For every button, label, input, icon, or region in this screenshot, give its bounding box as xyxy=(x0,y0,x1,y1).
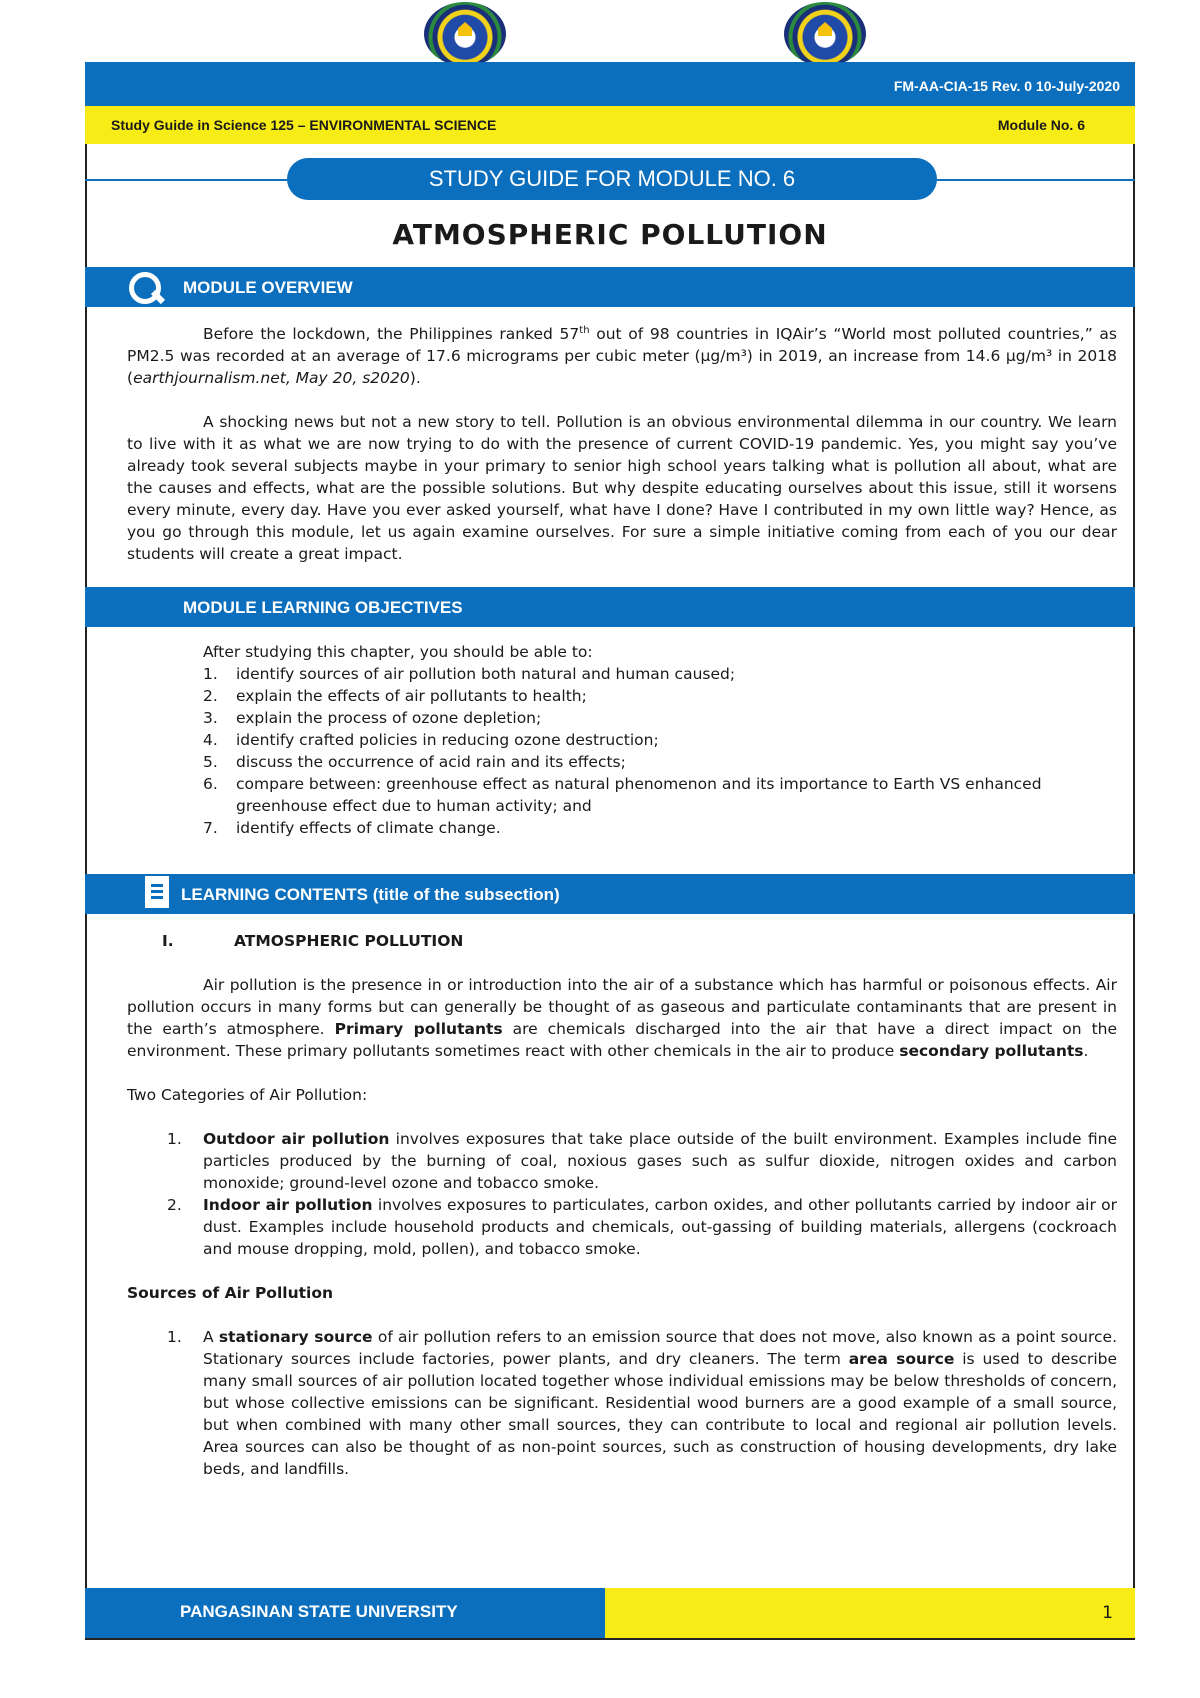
section-number: I. xyxy=(162,932,174,950)
objective-item: 4. identify crafted policies in reducing ozone destruction; xyxy=(203,731,659,749)
objective-item: 3. explain the process of ozone depletion; xyxy=(203,709,542,727)
category-item-outdoor: 1. Outdoor air pollution involves exposures that take place outside of the built environment. Examples include fine particles produced by the burning of coal, noxious gases such as sulfur dioxide, nitrogen oxides and carbon monoxide; ground-level ozone and tobacco smoke. xyxy=(167,1130,1117,1192)
footer-university-bar xyxy=(85,1588,605,1638)
objectives-intro: After studying this chapter, you should be able to: xyxy=(203,643,593,661)
objective-item: 2. explain the effects of air pollutants to health; xyxy=(203,687,587,705)
overview-paragraph-1: Before the lockdown, the Philippines ranked 57th out of 98 countries in IQAir’s “World most polluted countries,” as PM2.5 was recorded at an average of 17.6 micrograms per cubic meter (µg/m³) in 2019, an increase from 14.6 µg/m³ in 2018 (earthjournalism.net, May 20, s2020). xyxy=(127,325,1117,388)
form-code: FM-AA-CIA-15 Rev. 0 10-July-2020 xyxy=(893,78,1120,94)
page-title: ATMOSPHERIC POLLUTION xyxy=(392,218,828,251)
source-item-stationary: 1. A stationary source of air pollution refers to an emission source that does not move, also known as a point source. Stationary sources include factories, power plants, and dry cleaners. The term area source is used to describe many small sources of air pollution located together whose individual emissions may be below thresholds of concern, but whose collective emissions can be significant. Residential wood burners are a good example of a small source, but when combined with many other small sources, they can contribute to local and regional air pollution levels. Area sources can also be thought of as non-point sources, such as construction of housing developments, dry lake beds, and landfills. xyxy=(167,1328,1118,1478)
objective-item: 1. identify sources of air pollution both natural and human caused; xyxy=(203,665,736,683)
learning-contents-heading: LEARNING CONTENTS (title of the subsection) xyxy=(181,885,560,904)
air-pollution-definition: Air pollution is the presence in or introduction into the air of a substance which has harmful or poisonous effects. Air pollution occurs in many forms but can generally be thought of as gaseous and particulate contaminants that are present in the earth’s atmosphere. Primary pollutants are chemicals discharged into the air that have a direct impact on the environment. These primary pollutants sometimes react with other chemicals in the air to produce secondary pollutants. xyxy=(127,976,1118,1060)
module-overview-heading: MODULE OVERVIEW xyxy=(183,278,353,297)
overview-paragraph-2: A shocking news but not a new story to tell. Pollution is an obvious environmental dilemma in our country. We learn to live with it as what we are now trying to do with the presence of current COVID-19 pandemic. Yes, you might say you’ve already took several subjects maybe in your primary to senior high school years talking what is pollution all about, what are the causes and effects, what are the possible solutions. But why despite educating ourselves about this issue, still it worsens every minute, every day. Have you ever asked yourself, what have I done? Have I contributed in my own little way? Hence, as you go through this module, let us again examine ourselves. For sure a simple initiative coming from each of you our dear students will create a great impact. xyxy=(127,413,1117,564)
objective-item: 6. compare between: greenhouse effect as natural phenomenon and its importance to Earth VS enhanced greenhouse effect due to human activity; and xyxy=(203,775,1042,815)
sources-heading: Sources of Air Pollution xyxy=(127,1284,334,1302)
objective-item: 5. discuss the occurrence of acid rain and its effects; xyxy=(203,753,626,771)
university-seal-right xyxy=(784,2,866,66)
university-seal-left xyxy=(424,2,506,66)
learning-objectives-heading: MODULE LEARNING OBJECTIVES xyxy=(183,598,463,617)
learning-contents-header xyxy=(85,874,1135,914)
objectives-list xyxy=(127,641,1117,839)
course-title: Study Guide in Science 125 – ENVIRONMENTAL SCIENCE xyxy=(111,117,497,133)
page-number: 1 xyxy=(1102,1603,1113,1623)
footer-page-bar xyxy=(605,1588,1135,1638)
learning-objectives-header xyxy=(85,587,1135,627)
categories-intro: Two Categories of Air Pollution: xyxy=(127,1086,368,1104)
section-title: ATMOSPHERIC POLLUTION xyxy=(234,932,464,950)
overview-text xyxy=(127,320,1117,565)
study-guide-title: STUDY GUIDE FOR MODULE NO. 6 xyxy=(287,158,937,200)
header-yellow-bar xyxy=(85,106,1135,144)
document-icon xyxy=(145,876,169,908)
module-overview-header xyxy=(85,267,1135,307)
category-item-indoor: 2. Indoor air pollution involves exposures to particulates, carbon oxides, and other pollutants carried by indoor air or dust. Examples include household products and chemicals, out-gassing of building materials, allergens (cockroach and mouse dropping, mold, pollen), and tobacco smoke. xyxy=(167,1196,1117,1258)
search-icon xyxy=(125,270,167,304)
module-number: Module No. 6 xyxy=(997,117,1085,133)
university-name: PANGASINAN STATE UNIVERSITY xyxy=(180,1602,458,1621)
contents-section xyxy=(127,930,1117,1480)
objective-item: 7. identify effects of climate change. xyxy=(203,819,501,837)
